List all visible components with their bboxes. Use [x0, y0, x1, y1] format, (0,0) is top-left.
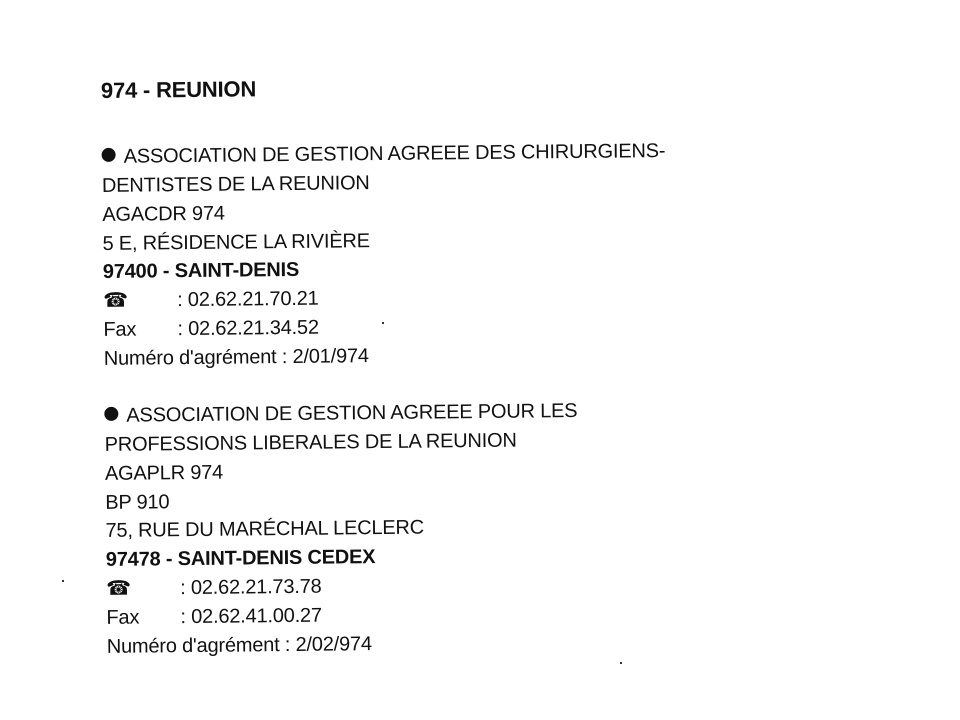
- entry-2-name-line-1: [104, 399, 577, 428]
- entry-1-name-line-1: [102, 139, 666, 169]
- page-heading: 974 - REUNION: [100, 76, 257, 103]
- entry-2-fax-label: Fax: [106, 606, 140, 629]
- scan-speck: [382, 322, 384, 324]
- entry-1-fax-row: [103, 316, 319, 342]
- entry-2-phone: : 02.62.21.73.78: [180, 575, 322, 600]
- entry-1-acronym: AGACDR 974: [102, 202, 225, 226]
- entry-1-name-line-2: DENTISTES DE LA REUNION: [101, 172, 370, 197]
- entry-1-name-text: ASSOCIATION DE GESTION AGREEE DES CHIRURGIENS-: [123, 140, 666, 168]
- telephone-icon: ☎: [103, 289, 128, 312]
- bullet-icon: [104, 407, 118, 421]
- entry-1-fax: : 02.62.21.34.52: [177, 316, 319, 341]
- entry-2-acronym: AGAPLR 974: [104, 461, 224, 485]
- entry-2-phone-label: [106, 576, 180, 601]
- entry-1-phone: : 02.62.21.70.21: [177, 287, 319, 312]
- entry-2-bp: BP 910: [105, 491, 170, 514]
- telephone-icon: ☎: [106, 577, 132, 600]
- entry-1-phone-label: [103, 288, 177, 313]
- entry-2-street: 75, RUE DU MARÉCHAL LECLERC: [105, 516, 425, 542]
- bullet-icon: [102, 148, 116, 162]
- entry-2-phone-row: [106, 575, 322, 601]
- entry-2-name-text: ASSOCIATION DE GESTION AGREEE POUR LES: [126, 399, 578, 427]
- entry-1-agrement: Numéro d'agrément : 2/01/974: [103, 345, 369, 370]
- entry-2-fax-row: [106, 604, 322, 630]
- entry-1-phone-row: [103, 287, 319, 313]
- scan-speck: [620, 662, 622, 664]
- entry-1-city: 97400 - SAINT-DENIS: [102, 258, 300, 283]
- entry-2-fax: : 02.62.41.00.27: [180, 604, 322, 629]
- entry-2-agrement: Numéro d'agrément : 2/02/974: [106, 633, 372, 658]
- entry-2-city: 97478 - SAINT-DENIS CEDEX: [105, 546, 376, 571]
- entry-1-fax-label: Fax: [103, 318, 137, 341]
- entry-2-name-line-2: PROFESSIONS LIBERALES DE LA REUNION: [104, 429, 517, 456]
- scan-speck: [62, 580, 64, 582]
- entry-1-address: 5 E, RÉSIDENCE LA RIVIÈRE: [102, 230, 370, 255]
